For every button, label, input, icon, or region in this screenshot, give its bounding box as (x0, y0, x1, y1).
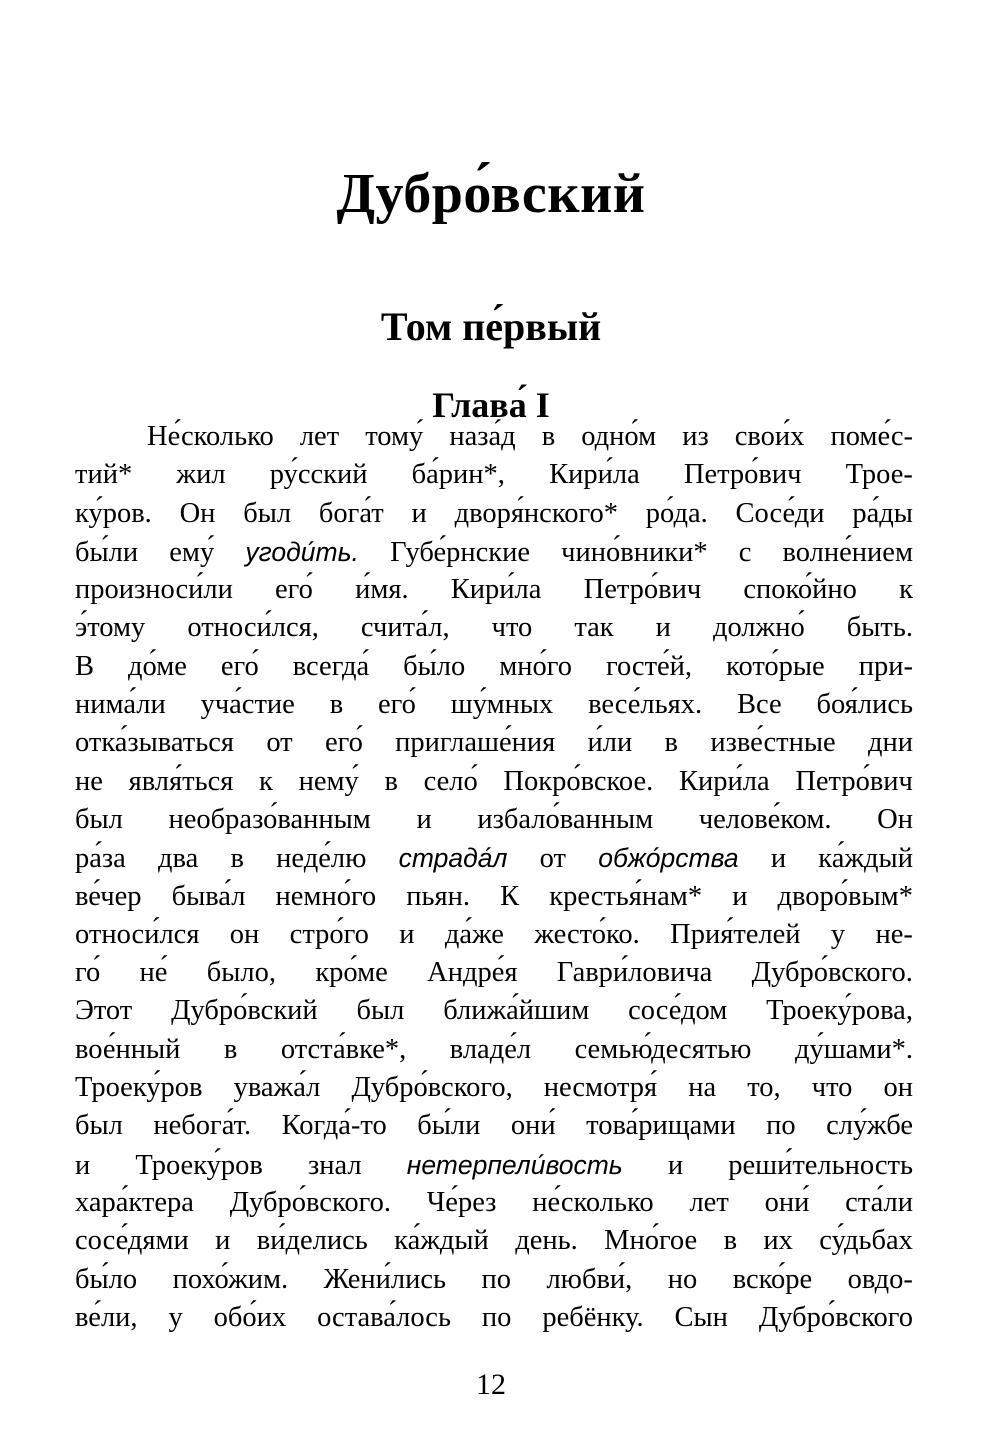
word: Не́сколько (147, 421, 274, 452)
word: мно́го (499, 650, 572, 682)
word: необразо́ванным (168, 803, 371, 835)
text-line (75, 1031, 913, 1069)
word: э́тому (75, 612, 146, 644)
word: в (384, 765, 398, 797)
word: Сосе́ди (735, 497, 825, 529)
word: в (223, 1033, 238, 1065)
word: избало́ванным (477, 803, 654, 835)
word: ру́сский (269, 459, 368, 491)
word: бога́т (318, 497, 384, 529)
word: они́ (510, 1110, 556, 1142)
word: ве́чер (75, 880, 142, 912)
word: Петро́вич (583, 574, 702, 606)
text-line (75, 1261, 913, 1299)
word: бы́ли (75, 536, 139, 568)
word: не́сколько (532, 1186, 654, 1218)
word: несмотря́ (543, 1072, 658, 1104)
word: счита́л, (360, 612, 450, 644)
word: В (75, 650, 95, 682)
word: вое́нный (75, 1033, 181, 1065)
text-line (75, 1146, 913, 1184)
word: не (75, 765, 103, 797)
word: должно́ (712, 612, 805, 644)
word: относи́лся, (187, 612, 319, 644)
word: к (259, 765, 273, 797)
word: что (491, 612, 533, 644)
word: Че́рез (426, 1186, 497, 1218)
word: су́дьбах (819, 1225, 913, 1257)
word: бы́ли (417, 1110, 481, 1142)
word: го́ (75, 957, 101, 989)
word: кото́рые (726, 650, 825, 682)
word: ра́ды (852, 497, 913, 529)
word: Троеку́рова, (766, 995, 913, 1027)
word: ста́ли (845, 1186, 913, 1218)
word: явля́ться (128, 765, 234, 797)
word: и (399, 918, 415, 950)
word: был (75, 803, 123, 835)
word: не́ (139, 957, 168, 989)
word: любви́, (546, 1263, 633, 1295)
text-line (75, 1222, 913, 1260)
text-line (75, 495, 913, 533)
word: до́ме (128, 650, 187, 682)
word: приглаше́ния (395, 727, 556, 759)
word: наза́д (449, 421, 516, 452)
word: у (168, 1301, 183, 1333)
word: произноси́ли (75, 574, 233, 606)
word: жесто́ко. (534, 918, 640, 950)
word: хара́ктера (75, 1186, 194, 1218)
word: Кири́ла (450, 574, 542, 606)
word: всегда́ (292, 650, 370, 682)
word: он (883, 1072, 913, 1104)
word: вско́ре (732, 1263, 813, 1295)
word: бы́ло (75, 1263, 138, 1295)
word: Троеку́ров (135, 1149, 263, 1181)
word: и́мя. (355, 574, 409, 606)
word: Когда́-то (281, 1110, 387, 1142)
word: тий* (75, 459, 133, 491)
word: поме́с- (830, 421, 913, 452)
word: споко́йно (743, 574, 857, 606)
word: то, (747, 1072, 781, 1104)
word: Гаври́ловича (556, 957, 713, 989)
word: Петро́вич (795, 765, 913, 797)
word: и (416, 803, 432, 835)
word: ребёнку. (542, 1301, 644, 1333)
word: его́ (324, 727, 363, 759)
word: семью́десятью (574, 1033, 752, 1065)
word: день. (515, 1225, 578, 1257)
paragraph-indent (75, 418, 121, 456)
word: был (75, 1110, 123, 1142)
word: ро́да. (645, 497, 708, 529)
word: ближа́йшим (443, 995, 590, 1027)
word: в (329, 689, 344, 721)
word: волне́нием (782, 536, 913, 568)
word: быть. (846, 612, 913, 644)
word: в (664, 727, 679, 759)
emphasized-word: страда́л (398, 843, 508, 874)
word: Покро́вское. (503, 765, 654, 797)
word: и́ли (587, 727, 633, 759)
word: два (158, 843, 199, 875)
word: с (738, 536, 752, 568)
word: от (539, 843, 566, 875)
word: сосе́дом (628, 995, 728, 1027)
word: Троеку́ров (75, 1072, 203, 1104)
volume-heading: Том пе́рвый (380, 304, 602, 350)
text-line (75, 418, 913, 456)
word: быва́л (171, 880, 246, 912)
word: ку́ров. (75, 497, 152, 529)
word: Дубро́вского (758, 1301, 913, 1333)
text-line (75, 878, 913, 916)
word: по (481, 1263, 511, 1295)
word: нему́ (298, 765, 359, 797)
word: Трое- (845, 459, 913, 491)
word: уча́стие (200, 689, 295, 721)
text-line (75, 954, 913, 992)
word: так (574, 612, 614, 644)
word: ве́ли, (75, 1301, 138, 1333)
word: их (763, 1225, 793, 1257)
word: неде́лю (276, 843, 367, 875)
word: на (688, 1072, 717, 1104)
word: госте́й, (605, 650, 693, 682)
word: кро́ме (315, 957, 388, 989)
word: и (75, 1149, 91, 1181)
word: стро́го (289, 918, 369, 950)
word: Прия́телей (670, 918, 801, 950)
text-line (75, 916, 913, 954)
page-title: Дубро́вский (336, 162, 646, 225)
word: Дубро́вского. (751, 957, 913, 989)
word: и (732, 880, 748, 912)
word: изве́стные (710, 727, 836, 759)
word: Этот (75, 995, 133, 1027)
word: и (655, 612, 671, 644)
word: Дубро́вского, (351, 1072, 513, 1104)
word: ви́делись (256, 1225, 368, 1257)
word: чино́вники* (561, 536, 708, 568)
text-line (75, 1184, 913, 1222)
word: ка́ждый (394, 1225, 489, 1257)
emphasized-word: обжо́рства (598, 843, 739, 874)
text-line (75, 763, 913, 801)
word: весе́льях. (588, 689, 703, 721)
word: нима́ли (75, 689, 166, 721)
text-line (75, 686, 913, 724)
word: Кири́ла (549, 459, 640, 491)
word: Жени́лись (323, 1263, 447, 1295)
word: Мно́гое (604, 1225, 698, 1257)
word: тому́ (365, 421, 424, 452)
word: его́ (275, 574, 313, 606)
word: реши́тельность (728, 1149, 913, 1181)
word: его́ (220, 650, 259, 682)
word: и (215, 1225, 231, 1257)
word: по (481, 1301, 512, 1333)
word: дворя́нского* (454, 497, 618, 529)
word: не- (875, 918, 913, 950)
word: Дубро́вского. (229, 1186, 391, 1218)
word: ка́ждый (818, 843, 913, 875)
word: сосе́дями (75, 1225, 189, 1257)
word: челове́ком. (698, 803, 832, 835)
word: в (230, 843, 244, 875)
word: но (667, 1263, 698, 1295)
word: боя́лись (816, 689, 913, 721)
word: да́же (444, 918, 504, 950)
word: Губе́рнские (390, 536, 531, 568)
word: Дубро́вский (171, 995, 318, 1027)
word: овдо- (847, 1263, 913, 1295)
text-line (75, 648, 913, 686)
text-line (75, 533, 913, 571)
word: он (229, 918, 260, 950)
word: ду́шами*. (794, 1033, 913, 1065)
word: у (830, 918, 846, 950)
word: това́рищами (586, 1110, 736, 1142)
text-line (75, 801, 913, 839)
page-number: 12 (476, 1368, 506, 1401)
word: лет (299, 421, 340, 452)
word: одно́м (581, 421, 657, 452)
word: дворо́вым* (777, 880, 913, 912)
word: в (723, 1225, 738, 1257)
word: Он (877, 803, 913, 835)
word: было, (206, 957, 277, 989)
word: ба́рин*, (411, 459, 505, 491)
word: лет (689, 1186, 729, 1218)
word: крестья́нам* (549, 880, 703, 912)
word: жил (176, 459, 226, 491)
text-line (75, 609, 913, 647)
word: уважа́л (233, 1072, 321, 1104)
chapter-heading: Глава́ I (432, 385, 550, 425)
word: ра́за (75, 843, 126, 875)
word: немно́го (275, 880, 377, 912)
word: к (899, 574, 913, 606)
word: отка́зываться (75, 727, 235, 759)
word: шу́мных (450, 689, 554, 721)
word: дни (867, 727, 913, 759)
word: владе́л (449, 1033, 532, 1065)
word: при- (858, 650, 913, 682)
text-line (75, 456, 913, 494)
word: отста́вке*, (280, 1033, 407, 1065)
word: из (682, 421, 709, 452)
word: небога́т. (153, 1110, 252, 1142)
word: село́ (423, 765, 478, 797)
word: похо́жим. (172, 1263, 289, 1295)
word: относи́лся (75, 918, 200, 950)
word: ему́ (169, 536, 215, 568)
word: бы́ло (403, 650, 466, 682)
word: К (500, 880, 520, 912)
text-line (75, 1107, 913, 1145)
text-line (75, 1299, 913, 1337)
word: они́ (764, 1186, 810, 1218)
emphasized-word: угоди́ть. (245, 536, 359, 567)
text-line (75, 839, 913, 877)
text-line (75, 992, 913, 1030)
word: в (541, 421, 556, 452)
word: от (266, 727, 293, 759)
word: и (770, 843, 787, 875)
word: Андре́я (427, 957, 518, 989)
text-line (75, 571, 913, 609)
body-text (75, 418, 913, 1337)
word: Петро́вич (683, 459, 802, 491)
word: обо́их (213, 1301, 287, 1333)
word: остава́лось (317, 1301, 451, 1333)
word: свои́х (734, 421, 805, 452)
word: знал (308, 1149, 362, 1181)
text-line (75, 1069, 913, 1107)
word: слу́жбе (826, 1110, 913, 1142)
word: пьян. (406, 880, 471, 912)
word: и (667, 1149, 684, 1181)
word: что (811, 1072, 853, 1104)
text-line (75, 724, 913, 762)
word: Кири́ла (678, 765, 770, 797)
emphasized-word: нетерпели́вость (406, 1149, 623, 1180)
word: Он (179, 497, 216, 529)
word: был (356, 995, 405, 1027)
word: был (243, 497, 292, 529)
word: и (411, 497, 427, 529)
word: Все (737, 689, 782, 721)
word: по (766, 1110, 796, 1142)
word: его́ (378, 689, 416, 721)
word: Сын (674, 1301, 728, 1333)
